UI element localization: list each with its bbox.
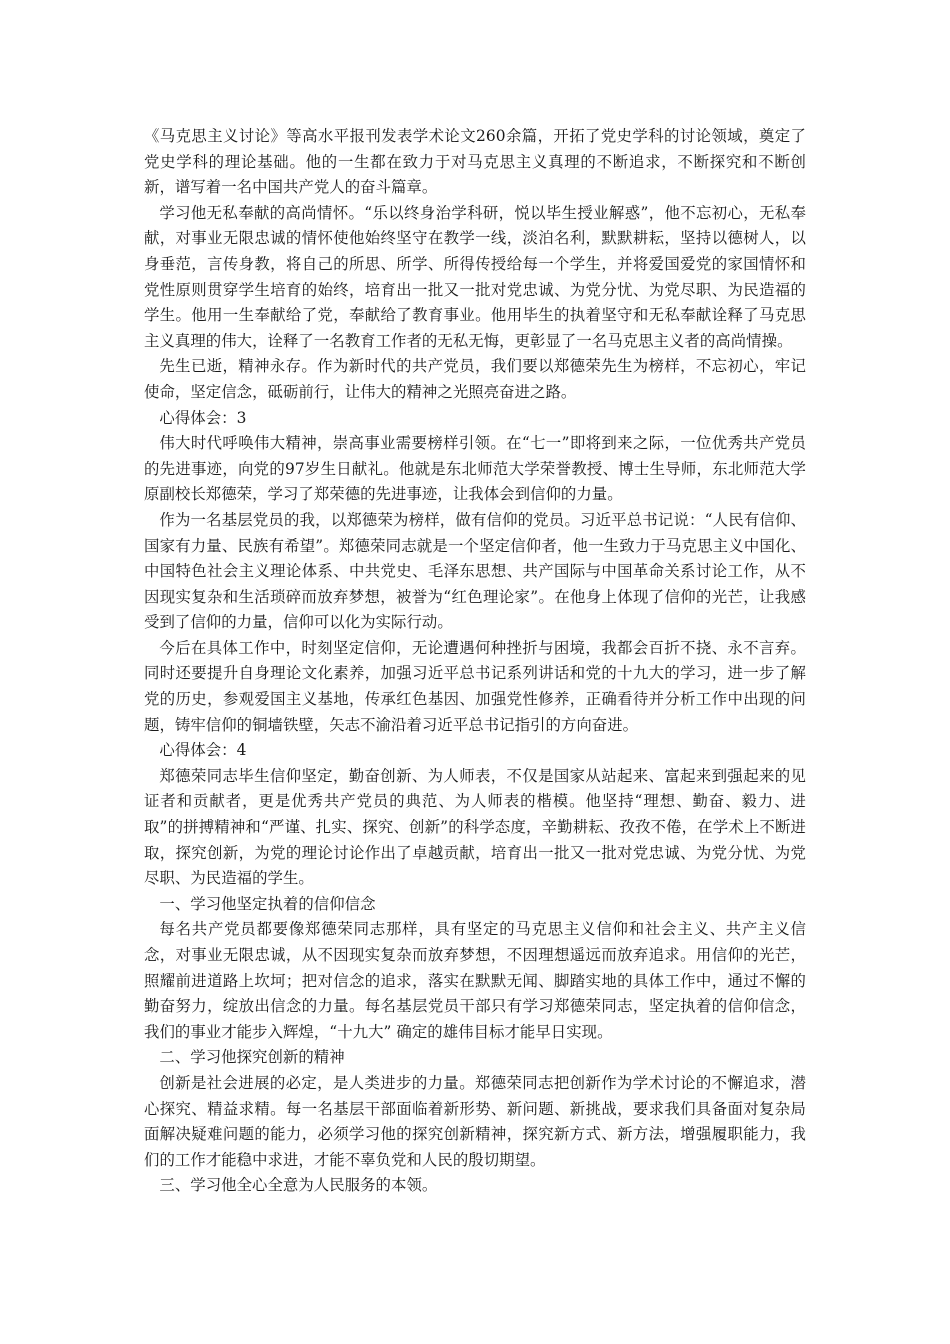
subsection-heading: 二、学习他探究创新的精神 (159, 1048, 345, 1067)
section-heading: 心得体会：3 (159, 408, 247, 427)
paragraph: 《马克思主义讨论》等高水平报刊发表学术论文260余篇，开拓了党史学科的讨论领域，奠定了党史学科的理论基础。他的一生都在致力于对马克思主义真理的不断追求，不断探究和不断创新，谱写着一名中国共产党人的奋斗篇章。 (144, 127, 806, 197)
paragraph: 创新是社会进展的必定，是人类进步的力量。郑德荣同志把创新作为学术讨论的不懈追求，潜心探究、精益求精。每一名基层干部面临着新形势、新问题、新挑战，要求我们具备面对复杂局面解决疑难问题的能力，必须学习他的探究创新精神，探究新方式、新方法，增强履职能力，我们的工作才能稳中求进，才能不辜负党和人民的殷切期望。 (144, 1073, 806, 1169)
subsection-heading: 三、学习他全心全意为人民服务的本领。 (159, 1176, 438, 1195)
paragraph: 今后在具体工作中，时刻坚定信仰，无论遭遇何种挫折与困境，我都会百折不挠、永不言弃。同时还要提升自身理论文化素养，加强习近平总书记系列讲话和党的十九大的学习，进一步了解党的历史，参观爱国主义基地，传承红色基因、加强党性修养，正确看待并分析工作中出现的问题，铸牢信仰的铜墙铁壁，矢志不渝沿着习近平总书记指引的方向奋进。 (144, 638, 806, 734)
paragraph: 郑德荣同志毕生信仰坚定，勤奋创新、为人师表，不仅是国家从站起来、富起来到强起来的见证者和贡献者，更是优秀共产党员的典范、为人师表的楷模。他坚持“理想、勤奋、毅力、进取”的拼搏精神和“严谨、扎实、探究、创新”的科学态度，辛勤耕耘、孜孜不倦，在学术上不断进取，探究创新，为党的理论讨论作出了卓越贡献，培育出一批又一批对党忠诚、为党分忧、为党尽职、为民造福的学生。 (144, 766, 806, 888)
paragraph: 每名共产党员都要像郑德荣同志那样，具有坚定的马克思主义信仰和社会主义、共产主义信念，对事业无限忠诚，从不因现实复杂而放弃梦想，不因理想遥远而放弃追求。用信仰的光芒，照耀前进道路上坎坷；把对信念的追求，落实在默默无闻、脚踏实地的具体工作中，通过不懈的勤奋努力，绽放出信念的力量。每名基层党员干部只有学习郑德荣同志，坚定执着的信仰信念，我们的事业才能步入辉煌，“十九大” 确定的雄伟目标才能早日实现。 (144, 920, 806, 1041)
paragraph: 先生已逝，精神永存。作为新时代的共产党员，我们要以郑德荣先生为榜样，不忘初心，牢记使命，坚定信念，砥砺前行，让伟大的精神之光照亮奋进之路。 (144, 357, 806, 401)
document-body (144, 124, 806, 1199)
section-heading: 心得体会：4 (159, 741, 247, 760)
paragraph: 伟大时代呼唤伟大精神，崇高事业需要榜样引领。在“七一”即将到来之际，一位优秀共产党员的先进事迹，向党的97岁生日献礼。他就是东北师范大学荣誉教授、博士生导师，东北师范大学原副校长郑德荣，学习了郑荣德的先进事迹，让我体会到信仰的力量。 (144, 434, 806, 504)
subsection-heading: 一、学习他坚定执着的信仰信念 (159, 894, 376, 913)
paragraph: 学习他无私奉献的高尚情怀。“乐以终身治学科研，悦以毕生授业解惑”，他不忘初心，无私奉献，对事业无限忠诚的情怀使他始终坚守在教学一线，淡泊名利，默默耕耘，坚持以德树人，以身垂范，言传身教，将自己的所思、所学、所得传授给每一个学生，并将爱国爱党的家国情怀和党性原则贯穿学生培育的始终，培育出一批又一批对党忠诚、为党分忧、为党尽职、为民造福的学生。他用一生奉献给了党，奉献给了教育事业。他用毕生的执着坚守和无私奉献诠释了马克思主义真理的伟大，诠释了一名教育工作者的无私无悔，更彰显了一名马克思主义者的高尚情操。 (144, 203, 806, 350)
paragraph: 作为一名基层党员的我，以郑德荣为榜样，做有信仰的党员。习近平总书记说：“人民有信仰、国家有力量、民族有希望”。郑德荣同志就是一个坚定信仰者，他一生致力于马克思主义中国化、中国特色社会主义理论体系、中共党史、毛泽东思想、共产国际与中国革命关系讨论工作，从不因现实复杂和生活琐碎而放弃梦想，被誉为“红色理论家”。在他身上体现了信仰的光芒，让我感受到了信仰的力量，信仰可以化为实际行动。 (144, 510, 806, 632)
